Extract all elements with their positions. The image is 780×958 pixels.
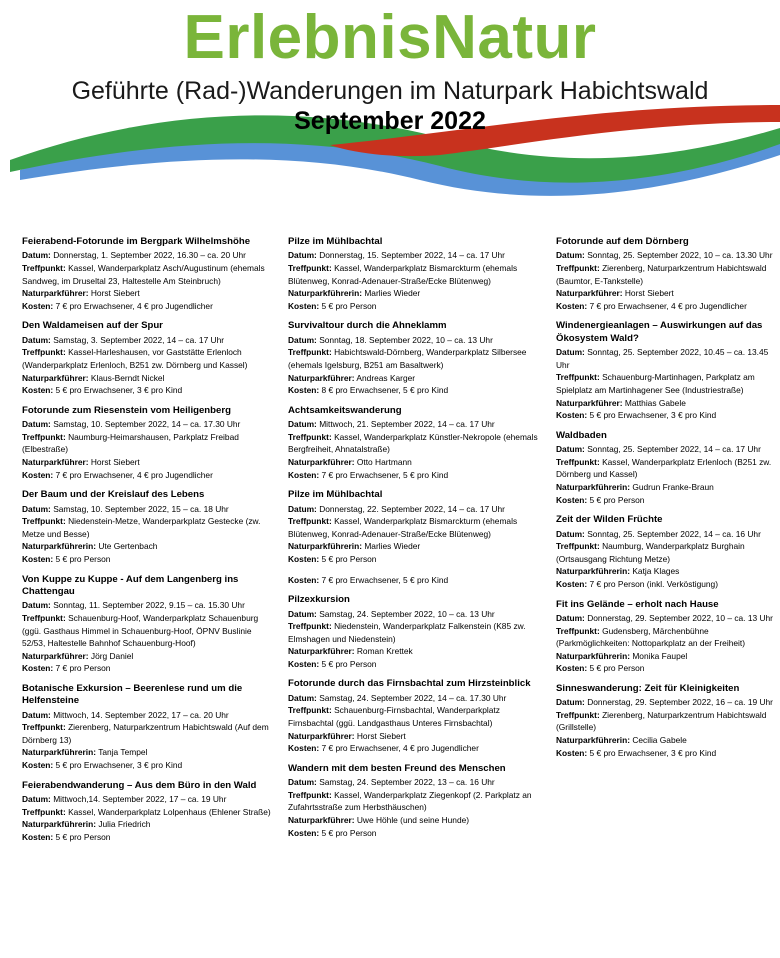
event-title: Pilze im Mühlbachtal	[288, 236, 383, 247]
event-guide-value: Jörg Daniel	[90, 650, 134, 661]
event-date-value: Mittwoch, 14. September 2022, 17 – ca. 20 Uhr	[53, 709, 229, 720]
event-guide	[288, 814, 540, 827]
event-cost	[288, 300, 540, 313]
event-entry	[556, 236, 774, 312]
event-date-value: Sonntag, 25. September 2022, 10.45 – ca. 13.45 Uhr	[556, 347, 769, 370]
event-cost	[22, 469, 272, 482]
event-title: Botanische Exkursion – Beerenlese rund um die Helfensteine	[22, 682, 243, 707]
event-guide-label: Naturparkführerin:	[288, 288, 362, 299]
event-meeting-point	[22, 431, 272, 456]
event-meeting-point	[288, 620, 540, 645]
event-meeting-point-label: Treffpunkt:	[288, 263, 332, 273]
event-date	[288, 418, 540, 431]
event-date	[288, 503, 540, 516]
event-date-label: Datum:	[556, 612, 585, 623]
event-date-value: Samstag, 10. September 2022, 15 – ca. 18 Uhr	[53, 503, 229, 514]
event-extra-cost-label: Kosten:	[288, 574, 320, 585]
event-meeting-point-value: Naumburg-Heimarshausen, Parkplatz Freibad (Elbestraße)	[22, 431, 239, 455]
event-entry	[288, 405, 540, 481]
event-title: Fotorunde auf dem Dörnberg	[556, 236, 689, 247]
event-date-label: Datum:	[556, 347, 585, 358]
event-entry	[22, 780, 272, 844]
event-date-label: Datum:	[556, 444, 585, 455]
event-date	[556, 528, 774, 541]
event-date-value: Mittwoch,14. September 2022, 17 – ca. 19 Uhr	[53, 794, 227, 805]
event-cost-label: Kosten:	[22, 385, 54, 396]
event-date	[22, 599, 272, 612]
event-meeting-point-value: Kassel, Wanderparkplatz Ziegenkopf (2. Parkplatz an Zufahrtsstraße zum Herbsthäuschen)	[288, 789, 532, 813]
event-cost	[556, 662, 774, 675]
event-meeting-point-value: Schauenburg-Firnsbachtal, Wanderparkplatz Firnsbachtal (ggü. Landgasthaus Unteres Firnsbachtal)	[288, 705, 500, 729]
event-cost-value: 5 € pro Erwachsener, 3 € pro Kind	[589, 410, 717, 421]
event-date	[22, 334, 272, 347]
event-meeting-point-value: Schauenburg-Martinhagen, Parkplatz am Spielplatz am Martinhagener See (Industriestraße)	[556, 372, 755, 395]
event-date	[22, 418, 272, 431]
event-date-label: Datum:	[22, 503, 51, 514]
event-cost-label: Kosten:	[288, 658, 320, 669]
event-meeting-point-label: Treffpunkt:	[288, 431, 332, 442]
event-date-value: Mittwoch, 21. September 2022, 14 – ca. 17 Uhr	[319, 419, 495, 430]
event-title: Achtsamkeitswanderung	[288, 404, 402, 416]
event-meeting-point-label: Treffpunkt:	[556, 372, 600, 383]
event-cost-value: 5 € pro Person	[55, 831, 111, 842]
event-guide-label: Naturparkführer:	[22, 650, 89, 661]
event-entry	[556, 599, 774, 675]
event-date	[556, 443, 774, 456]
event-cost-value: 7 € pro Person	[55, 663, 111, 674]
event-guide	[556, 734, 774, 747]
event-meeting-point	[288, 431, 540, 456]
event-cost-value: 7 € pro Erwachsener, 4 € pro Jugendlicher	[321, 743, 479, 754]
event-cost-label: Kosten:	[556, 300, 588, 311]
event-meeting-point-label: Treffpunkt:	[288, 789, 332, 800]
event-guide-label: Naturparkführerin:	[288, 541, 362, 552]
event-guide-label: Naturparkführer:	[288, 815, 355, 826]
event-date-value: Samstag, 24. September 2022, 14 – ca. 17.30 Uhr	[319, 692, 507, 703]
event-cost	[288, 827, 540, 840]
header	[0, 0, 780, 230]
event-date	[288, 334, 540, 347]
event-cost	[288, 553, 540, 566]
event-guide-value: Uwe Höhle (und seine Hunde)	[356, 815, 470, 826]
event-date-value: Sonntag, 25. September 2022, 14 – ca. 16 Uhr	[587, 528, 761, 539]
event-meeting-point	[556, 262, 774, 287]
event-cost-value: 7 € pro Erwachsener, 5 € pro Kind	[321, 469, 449, 480]
event-meeting-point-label: Treffpunkt:	[22, 806, 66, 817]
event-cost-value: 5 € pro Person	[589, 494, 645, 505]
event-cost	[22, 759, 272, 772]
event-title: Der Baum und der Kreislauf des Lebens	[22, 489, 205, 501]
event-meeting-point-value: Zierenberg, Naturparkzentrum Habichtswald (Grillstelle)	[556, 709, 767, 733]
event-meeting-point-label: Treffpunkt:	[288, 621, 332, 632]
event-guide	[556, 565, 774, 578]
event-guide	[556, 650, 774, 663]
event-meeting-point	[288, 346, 540, 371]
event-entry	[22, 236, 272, 312]
event-date	[288, 692, 540, 705]
event-meeting-point-value: Kassel, Wanderparkplatz Asch/Augustinum (ehemals Sandweg, im Druseltal 23, Haltestelle Am Steinbruch)	[22, 263, 265, 286]
event-guide	[556, 397, 774, 410]
event-cost-value: 5 € pro Erwachsener, 3 € pro Kind	[589, 747, 717, 758]
event-guide-label: Naturparkführerin:	[556, 650, 630, 661]
event-guide	[556, 481, 774, 494]
event-date-value: Sonntag, 25. September 2022, 14 – ca. 17 Uhr	[587, 444, 761, 455]
event-guide	[288, 645, 540, 658]
event-date-label: Datum:	[288, 777, 317, 788]
event-cost-label: Kosten:	[556, 410, 588, 421]
event-meeting-point	[556, 456, 774, 481]
event-meeting-point	[556, 371, 774, 396]
event-guide-value: Klaus-Berndt Nickel	[90, 372, 165, 383]
event-cost-label: Kosten:	[22, 300, 54, 311]
event-cost-value: 5 € pro Person	[55, 553, 111, 564]
event-cost	[556, 300, 774, 313]
event-date-label: Datum:	[288, 503, 317, 514]
event-cost-label: Kosten:	[288, 743, 320, 754]
event-guide-value: Cecilia Gabele	[632, 735, 687, 746]
event-guide-value: Horst Siebert	[90, 288, 140, 299]
event-cost-label: Kosten:	[556, 578, 588, 589]
event-title: Pilzexkursion	[288, 594, 350, 606]
event-guide-value: Monika Faupel	[632, 650, 688, 661]
event-cost-value: 5 € pro Erwachsener, 3 € pro Kind	[55, 760, 183, 771]
event-date-value: Sonntag, 18. September 2022, 10 – ca. 13 Uhr	[319, 334, 493, 345]
event-guide	[22, 287, 272, 300]
event-cost-label: Kosten:	[556, 663, 588, 674]
event-meeting-point	[22, 346, 272, 371]
event-meeting-point	[288, 515, 540, 540]
event-date-label: Datum:	[22, 250, 51, 261]
event-cost-label: Kosten:	[288, 827, 320, 838]
event-guide	[22, 818, 272, 831]
event-cost-value: 7 € pro Erwachsener, 4 € pro Jugendlicher	[589, 300, 747, 311]
event-cost	[288, 742, 540, 755]
event-guide	[22, 372, 272, 385]
event-guide-value: Marlies Wieder	[364, 541, 421, 552]
event-meeting-point-value: Kassel, Wanderparkplatz Künstler-Nekropole (ehemals Bergfreiheit, Ahnatalstraße)	[288, 431, 538, 455]
event-cost	[288, 384, 540, 397]
event-meeting-point-value: Kassel, Wanderparkplatz Bismarckturm (ehemals Blütenweg, Konrad-Adenauer-Straße/Ecke Blütenweg)	[288, 516, 518, 539]
event-cost-label: Kosten:	[288, 300, 320, 311]
event-meeting-point-value: Niedenstein-Metze, Wanderparkplatz Gestecke (zw. Metze und Besse)	[22, 516, 261, 539]
event-meeting-point-value: Schauenburg-Hoof, Wanderparkplatz Schauenburg (ggü. Gasthaus Himmel in Schauenburg-Hoof, ÖPNV Buslinie 52/53, Haltestelle Bahnhof Schauenburg-Hoof)	[22, 612, 259, 649]
event-meeting-point-value: Habichtswald-Dörnberg, Wanderparkplatz Silbersee (ehemals Igelsburg, B251 am Basaltwerk)	[288, 347, 527, 370]
event-date	[288, 776, 540, 789]
event-meeting-point	[22, 806, 272, 819]
event-entry	[22, 683, 272, 772]
event-guide-value: Julia Friedrich	[98, 819, 151, 830]
event-cost-label: Kosten:	[288, 385, 320, 396]
event-meeting-point-value: Gudensberg, Märchenbühne (Parkmöglichkeiten: Nottoparkplatz an der Freiheit)	[556, 625, 745, 649]
event-entry	[288, 594, 540, 670]
event-guide-label: Naturparkführer:	[288, 730, 355, 741]
event-cost-value: 5 € pro Person	[321, 658, 377, 669]
event-entry	[556, 514, 774, 590]
event-title: Zeit der Wilden Früchte	[556, 514, 663, 526]
event-meeting-point-value: Zierenberg, Naturparkzentrum Habichtswald (Auf dem Dörnberg 13)	[22, 722, 269, 745]
event-date	[556, 612, 774, 625]
event-date-label: Datum:	[288, 334, 317, 345]
event-date-value: Donnerstag, 15. September 2022, 14 – ca. 17 Uhr	[319, 250, 505, 261]
event-guide-label: Naturparkführerin:	[556, 481, 630, 492]
event-title: Sinneswanderung: Zeit für Kleinigkeiten	[556, 682, 740, 694]
event-title: Fotorunde zum Riesenstein vom Heiligenberg	[22, 404, 231, 416]
event-meeting-point	[22, 721, 272, 746]
event-entry	[556, 320, 774, 421]
event-cost	[22, 662, 272, 675]
event-date	[22, 793, 272, 806]
event-guide	[288, 730, 540, 743]
column-2	[288, 236, 540, 847]
event-meeting-point-label: Treffpunkt:	[556, 263, 600, 273]
event-meeting-point	[22, 612, 272, 650]
event-meeting-point-label: Treffpunkt:	[556, 625, 600, 636]
event-date-label: Datum:	[556, 697, 585, 708]
event-cost-value: 7 € pro Erwachsener, 4 € pro Jugendlicher	[55, 300, 213, 311]
event-date-label: Datum:	[22, 709, 51, 720]
event-guide-value: Ute Gertenbach	[98, 541, 158, 552]
event-meeting-point-label: Treffpunkt:	[288, 705, 332, 716]
event-guide-label: Naturparkführerin:	[22, 747, 96, 758]
event-cost	[556, 409, 774, 422]
event-meeting-point-value: Niedenstein, Wanderparkplatz Falkenstein (K85 zw. Elmshagen und Niedenstein)	[288, 621, 526, 644]
event-cost	[556, 747, 774, 760]
event-extra-cost	[288, 574, 540, 587]
event-guide-label: Naturparkführer:	[556, 397, 623, 408]
event-date-value: Samstag, 3. September 2022, 14 – ca. 17 Uhr	[53, 334, 225, 345]
column-3	[556, 236, 774, 767]
event-date-value: Donnerstag, 1. September 2022, 16.30 – ca. 20 Uhr	[53, 250, 246, 261]
event-date	[288, 249, 540, 262]
event-cost-label: Kosten:	[288, 469, 320, 480]
event-meeting-point	[288, 262, 540, 287]
event-meeting-point-value: Zierenberg, Naturparkzentrum Habichtswald (Baumtor, E-Tankstelle)	[556, 263, 767, 286]
event-meeting-point-label: Treffpunkt:	[556, 456, 600, 467]
event-meeting-point	[556, 625, 774, 650]
event-guide-value: Gudrun Franke-Braun	[632, 481, 714, 492]
event-guide	[22, 746, 272, 759]
event-date	[22, 503, 272, 516]
event-cost	[22, 831, 272, 844]
event-guide	[556, 287, 774, 300]
event-entry	[288, 236, 540, 312]
event-meeting-point-label: Treffpunkt:	[556, 709, 600, 720]
event-date	[556, 249, 774, 262]
event-cost-value: 5 € pro Person	[589, 663, 645, 674]
event-meeting-point	[22, 515, 272, 540]
brand-logo-text: ErlebnisNatur	[183, 3, 597, 72]
event-meeting-point-label: Treffpunkt:	[556, 541, 600, 552]
event-meeting-point-value: Naumburg, Wanderparkplatz Burghain (Ortsausgang Richtung Metze)	[556, 541, 745, 564]
page-title-month: September 2022	[294, 107, 486, 135]
event-date-label: Datum:	[288, 608, 317, 619]
event-guide	[288, 287, 540, 300]
event-guide-value: Roman Krettek	[356, 646, 413, 657]
page-subtitle: Geführte (Rad-)Wanderungen im Naturpark Habichtswald	[71, 77, 709, 105]
event-entry	[288, 320, 540, 396]
event-cost	[556, 494, 774, 507]
event-cost-value: 7 € pro Erwachsener, 4 € pro Jugendlicher	[55, 469, 213, 480]
event-entry	[288, 678, 540, 754]
event-meeting-point-label: Treffpunkt:	[22, 431, 66, 442]
event-date	[22, 709, 272, 722]
event-title: Survivaltour durch die Ahneklamm	[288, 320, 447, 332]
event-cost	[22, 300, 272, 313]
event-cost-label: Kosten:	[22, 469, 54, 480]
event-date-value: Donnerstag, 29. September 2022, 16 – ca. 19 Uhr	[587, 697, 773, 708]
event-guide-label: Naturparkführerin:	[22, 541, 96, 552]
event-cost-value: 5 € pro Person	[321, 827, 377, 838]
event-extra-cost-value: 7 € pro Erwachsener, 5 € pro Kind	[321, 574, 449, 585]
event-meeting-point	[556, 540, 774, 565]
event-title: Waldbaden	[556, 429, 607, 441]
event-title: Fit ins Gelände – erholt nach Hause	[556, 598, 719, 610]
event-guide-value: Horst Siebert	[90, 456, 140, 467]
event-date-value: Samstag, 24. September 2022, 10 – ca. 13 Uhr	[319, 608, 495, 619]
event-guide-value: Andreas Karger	[356, 372, 416, 383]
event-guide-value: Horst Siebert	[356, 730, 406, 741]
event-meeting-point-label: Treffpunkt:	[22, 263, 66, 273]
event-entry	[22, 574, 272, 675]
event-guide-label: Naturparkführerin:	[556, 566, 630, 577]
event-title: Windenergieanlagen – Auswirkungen auf das Ökosystem Wald?	[556, 320, 763, 344]
event-guide-label: Naturparkführer:	[288, 646, 355, 657]
event-title: Wandern mit dem besten Freund des Menschen	[288, 762, 506, 774]
event-title: Fotorunde durch das Firnsbachtal zum Hirzsteinblick	[288, 678, 531, 690]
event-guide-value: Katja Klages	[632, 566, 680, 577]
event-date-label: Datum:	[22, 794, 51, 805]
event-guide-label: Naturparkführer:	[22, 288, 89, 299]
event-cost-label: Kosten:	[22, 831, 54, 842]
event-guide-value: Horst Siebert	[624, 288, 674, 299]
event-cost	[288, 658, 540, 671]
event-guide	[288, 456, 540, 469]
event-guide-value: Matthias Gabele	[624, 397, 686, 408]
event-meeting-point	[288, 704, 540, 729]
event-cost-label: Kosten:	[22, 760, 54, 771]
event-date-value: Donnerstag, 22. September 2022, 14 – ca. 17 Uhr	[319, 503, 505, 514]
event-guide	[22, 456, 272, 469]
event-meeting-point	[556, 709, 774, 734]
event-title: Den Waldameisen auf der Spur	[22, 320, 163, 332]
event-cost-value: 5 € pro Erwachsener, 3 € pro Kind	[55, 385, 183, 396]
event-date-value: Samstag, 24. September 2022, 13 – ca. 16 Uhr	[319, 777, 495, 788]
event-cost	[556, 578, 774, 591]
event-entry	[288, 489, 540, 586]
event-cost	[22, 553, 272, 566]
event-date-label: Datum:	[22, 600, 51, 611]
event-meeting-point-value: Kassel, Wanderparkplatz Erlenloch (B251 zw. Dörnberg und Kassel)	[556, 456, 772, 480]
event-entry	[22, 489, 272, 565]
event-meeting-point-label: Treffpunkt:	[288, 516, 332, 527]
event-date	[556, 346, 774, 371]
event-date-value: Samstag, 10. September 2022, 14 – ca. 17.30 Uhr	[53, 419, 241, 430]
event-guide-label: Naturparkführer:	[22, 372, 89, 383]
event-date	[288, 608, 540, 621]
event-meeting-point-label: Treffpunkt:	[22, 347, 66, 358]
event-title: Pilze im Mühlbachtal	[288, 489, 383, 501]
event-guide-label: Naturparkführer:	[288, 456, 355, 467]
event-meeting-point	[22, 262, 272, 287]
event-entry	[556, 430, 774, 506]
event-guide-value: Marlies Wieder	[364, 288, 421, 299]
event-cost-label: Kosten:	[556, 747, 588, 758]
event-cost	[22, 384, 272, 397]
event-meeting-point-label: Treffpunkt:	[288, 347, 332, 358]
event-title: Feierabendwanderung – Aus dem Büro in den Wald	[22, 779, 257, 791]
event-meeting-point-value: Kassel, Wanderparkplatz Lolpenhaus (Ehlener Straße)	[68, 806, 271, 817]
event-title: Feierabend-Fotorunde im Bergpark Wilhelmshöhe	[22, 236, 251, 247]
event-cost-value: 8 € pro Erwachsener, 5 € pro Kind	[321, 385, 449, 396]
event-meeting-point-label: Treffpunkt:	[22, 722, 66, 733]
event-meeting-point-value: Kassel, Wanderparkplatz Bismarckturm (ehemals Blütenweg, Konrad-Adenauer-Straße/Ecke Blütenweg)	[288, 263, 518, 286]
event-entry	[22, 320, 272, 396]
event-entry	[556, 683, 774, 759]
event-title: Von Kuppe zu Kuppe - Auf dem Langenberg ins Chattengau	[22, 573, 239, 597]
event-date-label: Datum:	[288, 419, 317, 430]
event-guide	[288, 540, 540, 553]
event-date	[556, 696, 774, 709]
event-entry	[288, 763, 540, 839]
event-entry	[22, 405, 272, 481]
event-guide-label: Naturparkführerin:	[556, 735, 630, 746]
event-date	[22, 249, 272, 262]
event-guide-value: Tanja Tempel	[98, 747, 148, 758]
event-date-value: Sonntag, 25. September 2022, 10 – ca. 13.30 Uhr	[587, 250, 773, 261]
event-meeting-point-value: Kassel-Harleshausen, vor Gaststätte Erlenloch (Wanderparkplatz Erlenloch, B251 zw. Dörnberg und Kassel)	[22, 347, 248, 370]
event-guide-label: Naturparkführer:	[556, 288, 623, 299]
event-date-label: Datum:	[288, 250, 317, 261]
event-meeting-point-label: Treffpunkt:	[22, 516, 66, 527]
event-cost-label: Kosten:	[22, 663, 54, 674]
event-guide	[22, 540, 272, 553]
event-meeting-point-label: Treffpunkt:	[22, 612, 66, 623]
event-guide-value: Otto Hartmann	[356, 456, 412, 467]
event-date-label: Datum:	[22, 334, 51, 345]
event-date-label: Datum:	[556, 528, 585, 539]
event-guide	[288, 372, 540, 385]
event-cost-label: Kosten:	[288, 553, 320, 564]
event-date-label: Datum:	[22, 419, 51, 430]
column-1	[22, 236, 272, 851]
event-guide-label: Naturparkführerin:	[22, 819, 96, 830]
event-meeting-point	[288, 789, 540, 814]
event-date-value: Sonntag, 11. September 2022, 9.15 – ca. 15.30 Uhr	[53, 600, 245, 611]
event-cost-value: 5 € pro Person	[321, 553, 377, 564]
event-cost-label: Kosten:	[556, 494, 588, 505]
event-cost-value: 5 € pro Person	[321, 300, 377, 311]
event-date-label: Datum:	[288, 692, 317, 703]
event-guide	[22, 650, 272, 663]
event-date-label: Datum:	[556, 250, 585, 261]
event-cost-value: 7 € pro Person (inkl. Verköstigung)	[589, 578, 718, 589]
event-guide-label: Naturparkführer:	[288, 372, 355, 383]
event-cost-label: Kosten:	[22, 553, 54, 564]
event-cost	[288, 469, 540, 482]
event-date-value: Donnerstag, 29. September 2022, 10 – ca. 13 Uhr	[587, 612, 773, 623]
event-guide-label: Naturparkführer:	[22, 456, 89, 467]
